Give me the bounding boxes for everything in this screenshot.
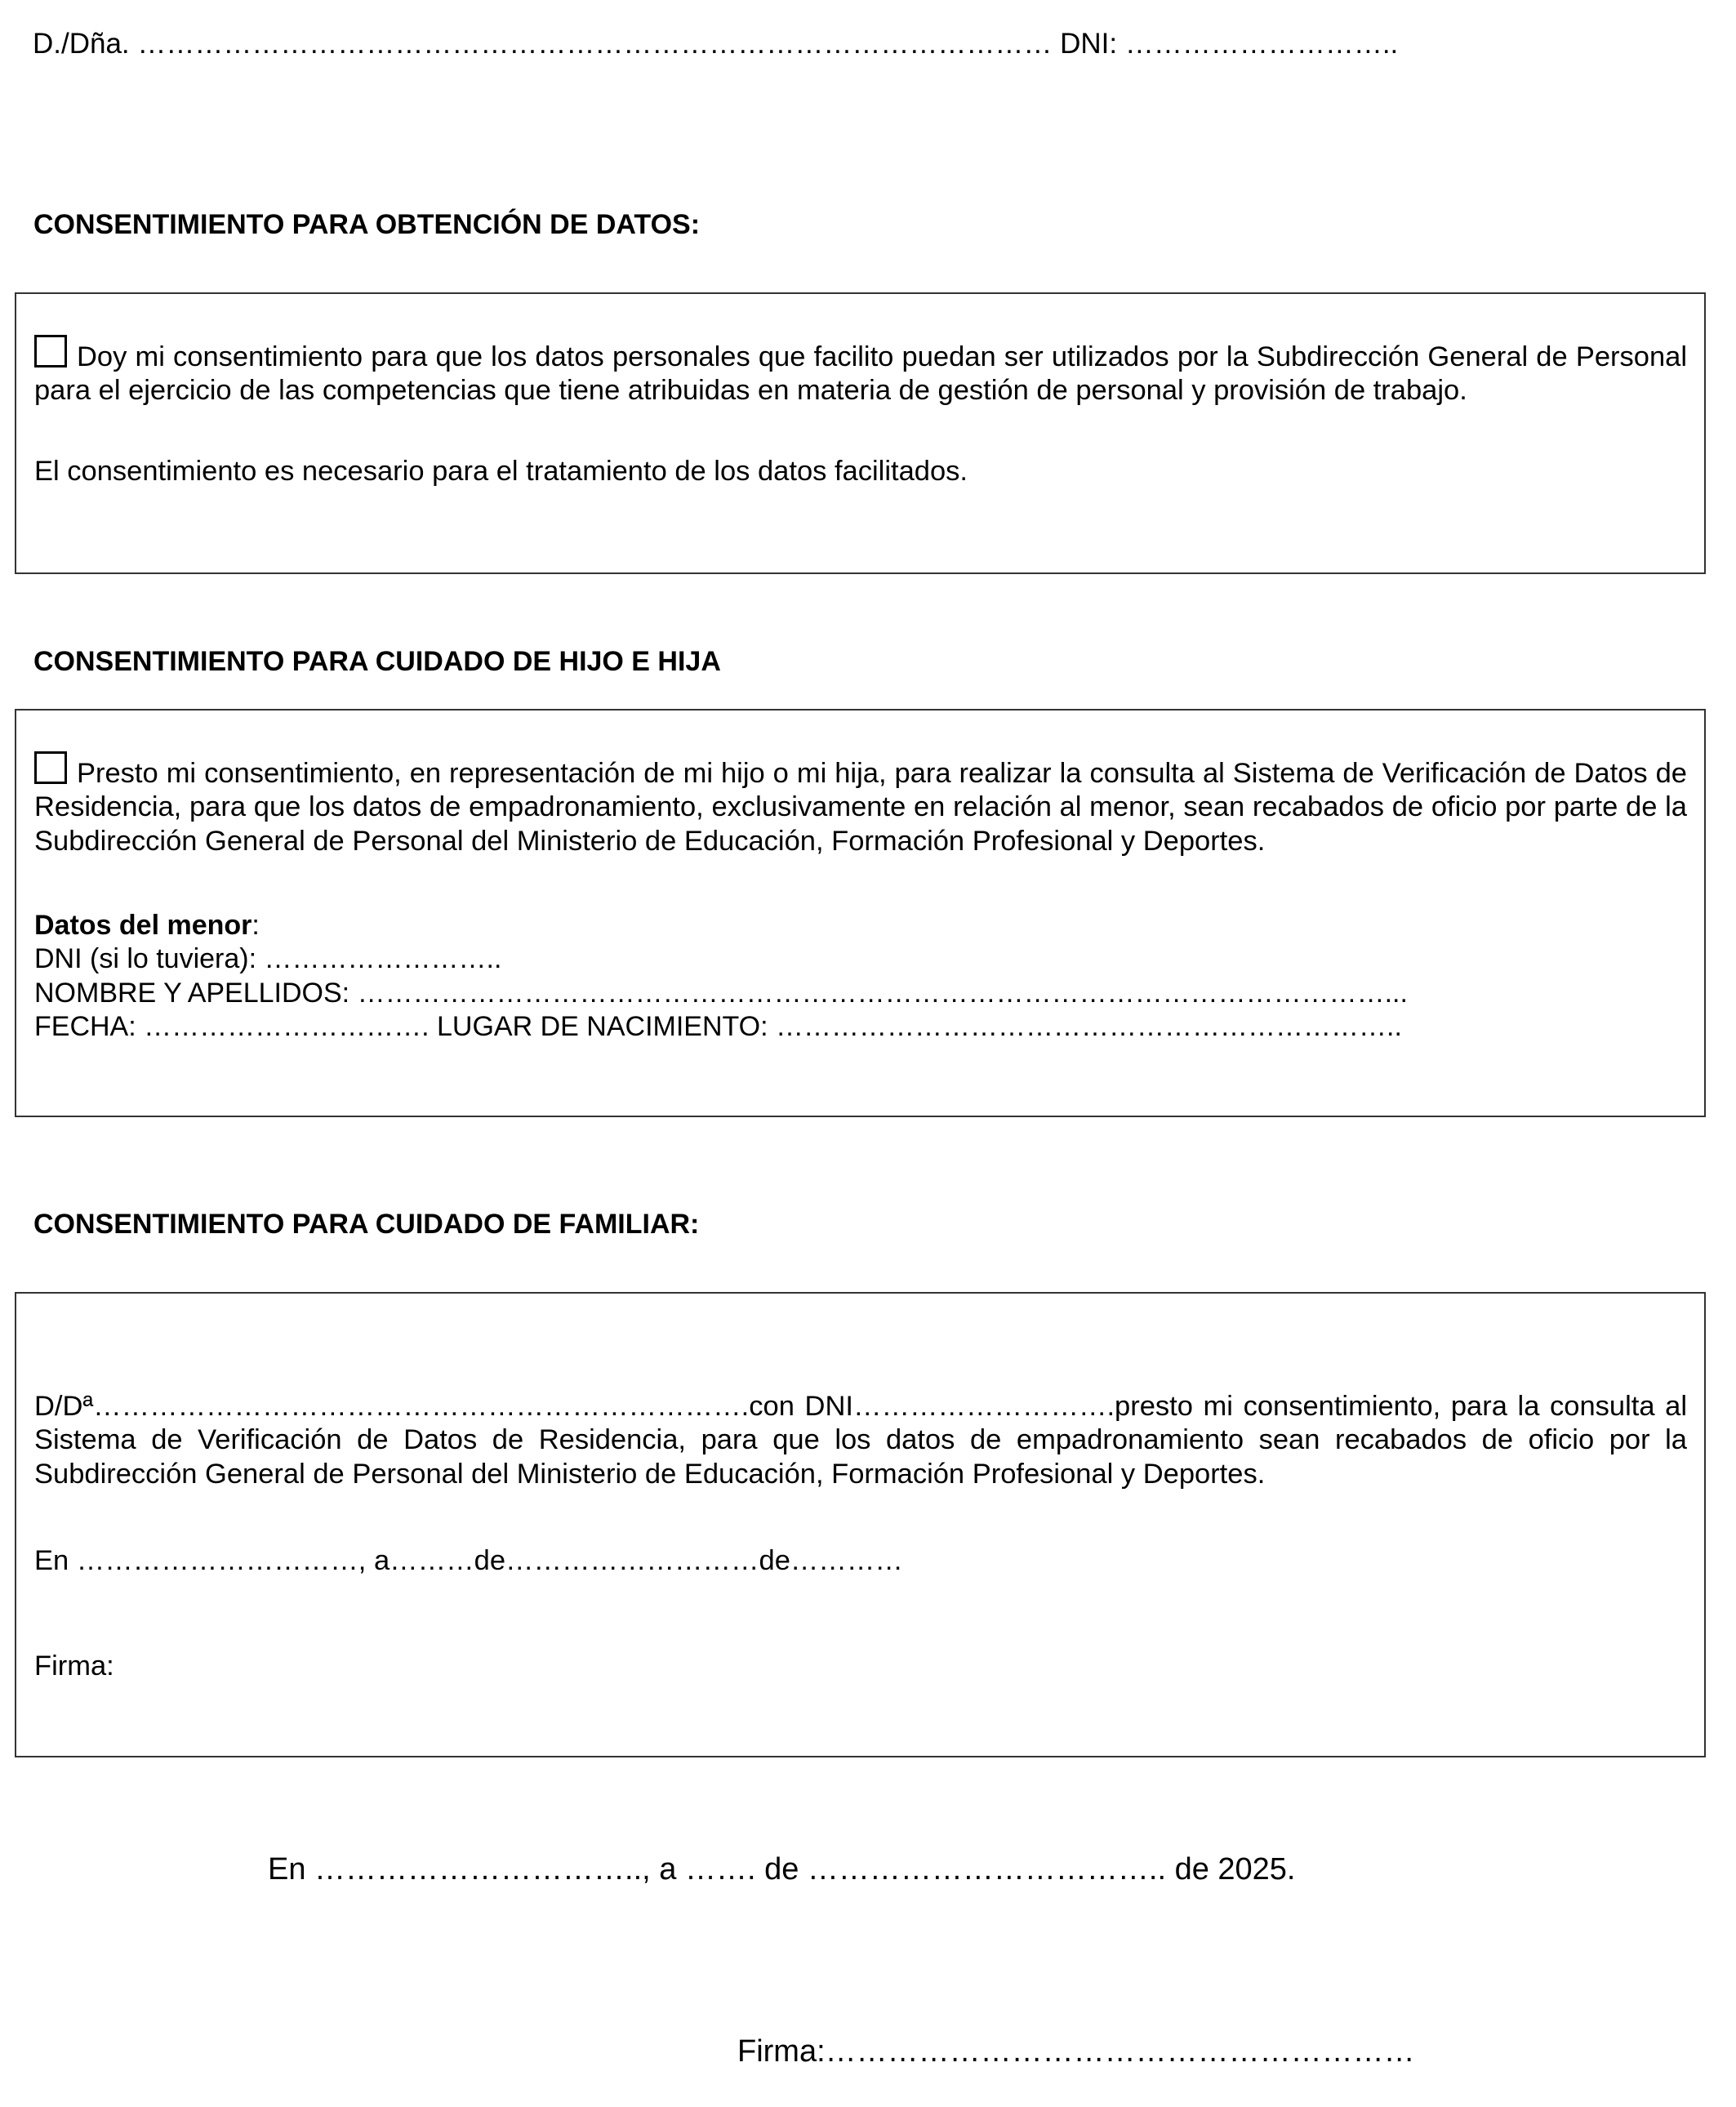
footer-signature: Firma:………………………………………………… — [737, 2034, 1415, 2069]
minor-date-place-field: FECHA: …………………………. LUGAR DE NACIMIENTO: ………………………………………………………….. — [34, 1011, 1402, 1043]
section-title-family-care: CONSENTIMIENTO PARA CUIDADO DE FAMILIAR: — [33, 1209, 700, 1240]
minor-data — [34, 909, 1687, 1045]
child-care-paragraph — [34, 751, 1687, 858]
child-care-checkbox[interactable] — [34, 751, 67, 784]
minor-dni-field: DNI (si lo tuviera): …………………….. — [34, 943, 502, 975]
minor-data-colon: : — [251, 910, 260, 941]
footer-place-date: En ………………………….., a ……. de …………………………….. de 2025. — [268, 1852, 1296, 1886]
child-care-box — [15, 709, 1706, 1117]
name-dni-line: D./Dña. …………………………………………………………………………………… DNI: ……………………….. — [33, 28, 1399, 60]
data-consent-paragraph — [34, 335, 1687, 408]
section-title-child-care: CONSENTIMIENTO PARA CUIDADO DE HIJO E HIJA — [33, 646, 721, 677]
child-care-text: Presto mi consentimiento, en representación de mi hijo o mi hija, para realizar la consulta al Sistema de Verificación de Datos de Residencia, para que los datos de empadronamiento, exclusivamente en relación al menor, sean recabados de oficio por parte de la Subdirección General de Personal del Ministerio de Educación, Formación Profesional y Deportes. — [34, 758, 1687, 857]
section-title-data-consent: CONSENTIMIENTO PARA OBTENCIÓN DE DATOS: — [33, 209, 701, 240]
data-consent-checkbox[interactable] — [34, 335, 67, 368]
minor-name-field: NOMBRE Y APELLIDOS: …………………………………………………………………………………………………... — [34, 977, 1408, 1009]
data-consent-box — [15, 292, 1706, 574]
family-care-box — [15, 1292, 1706, 1757]
data-consent-note: El consentimiento es necesario para el tratamiento de los datos facilitados. — [34, 456, 968, 487]
minor-data-label: Datos del menor — [34, 910, 252, 941]
minor-data-heading — [34, 909, 1687, 942]
data-consent-text: Doy mi consentimiento para que los datos personales que facilito puedan ser utilizados por la Subdirección General de Personal para el ejercicio de las competencias que tiene atribuidas en materia de gestión de personal y provisión de trabajo. — [34, 341, 1687, 407]
family-consent-text: D/Dª…………………………………………………………….con DNI……………………….presto mi consentimiento, para la consulta al Sistema de Verificación de Datos de Residencia, para que los datos de empadronamiento sean recabados de oficio por la Subdirección General de Personal del Ministerio de Educación, Formación Profesional y Deportes. — [34, 1391, 1687, 1490]
family-signature-label: Firma: — [34, 1650, 114, 1682]
family-place-date: En …………………………, a………de………………………de………… — [34, 1545, 903, 1576]
